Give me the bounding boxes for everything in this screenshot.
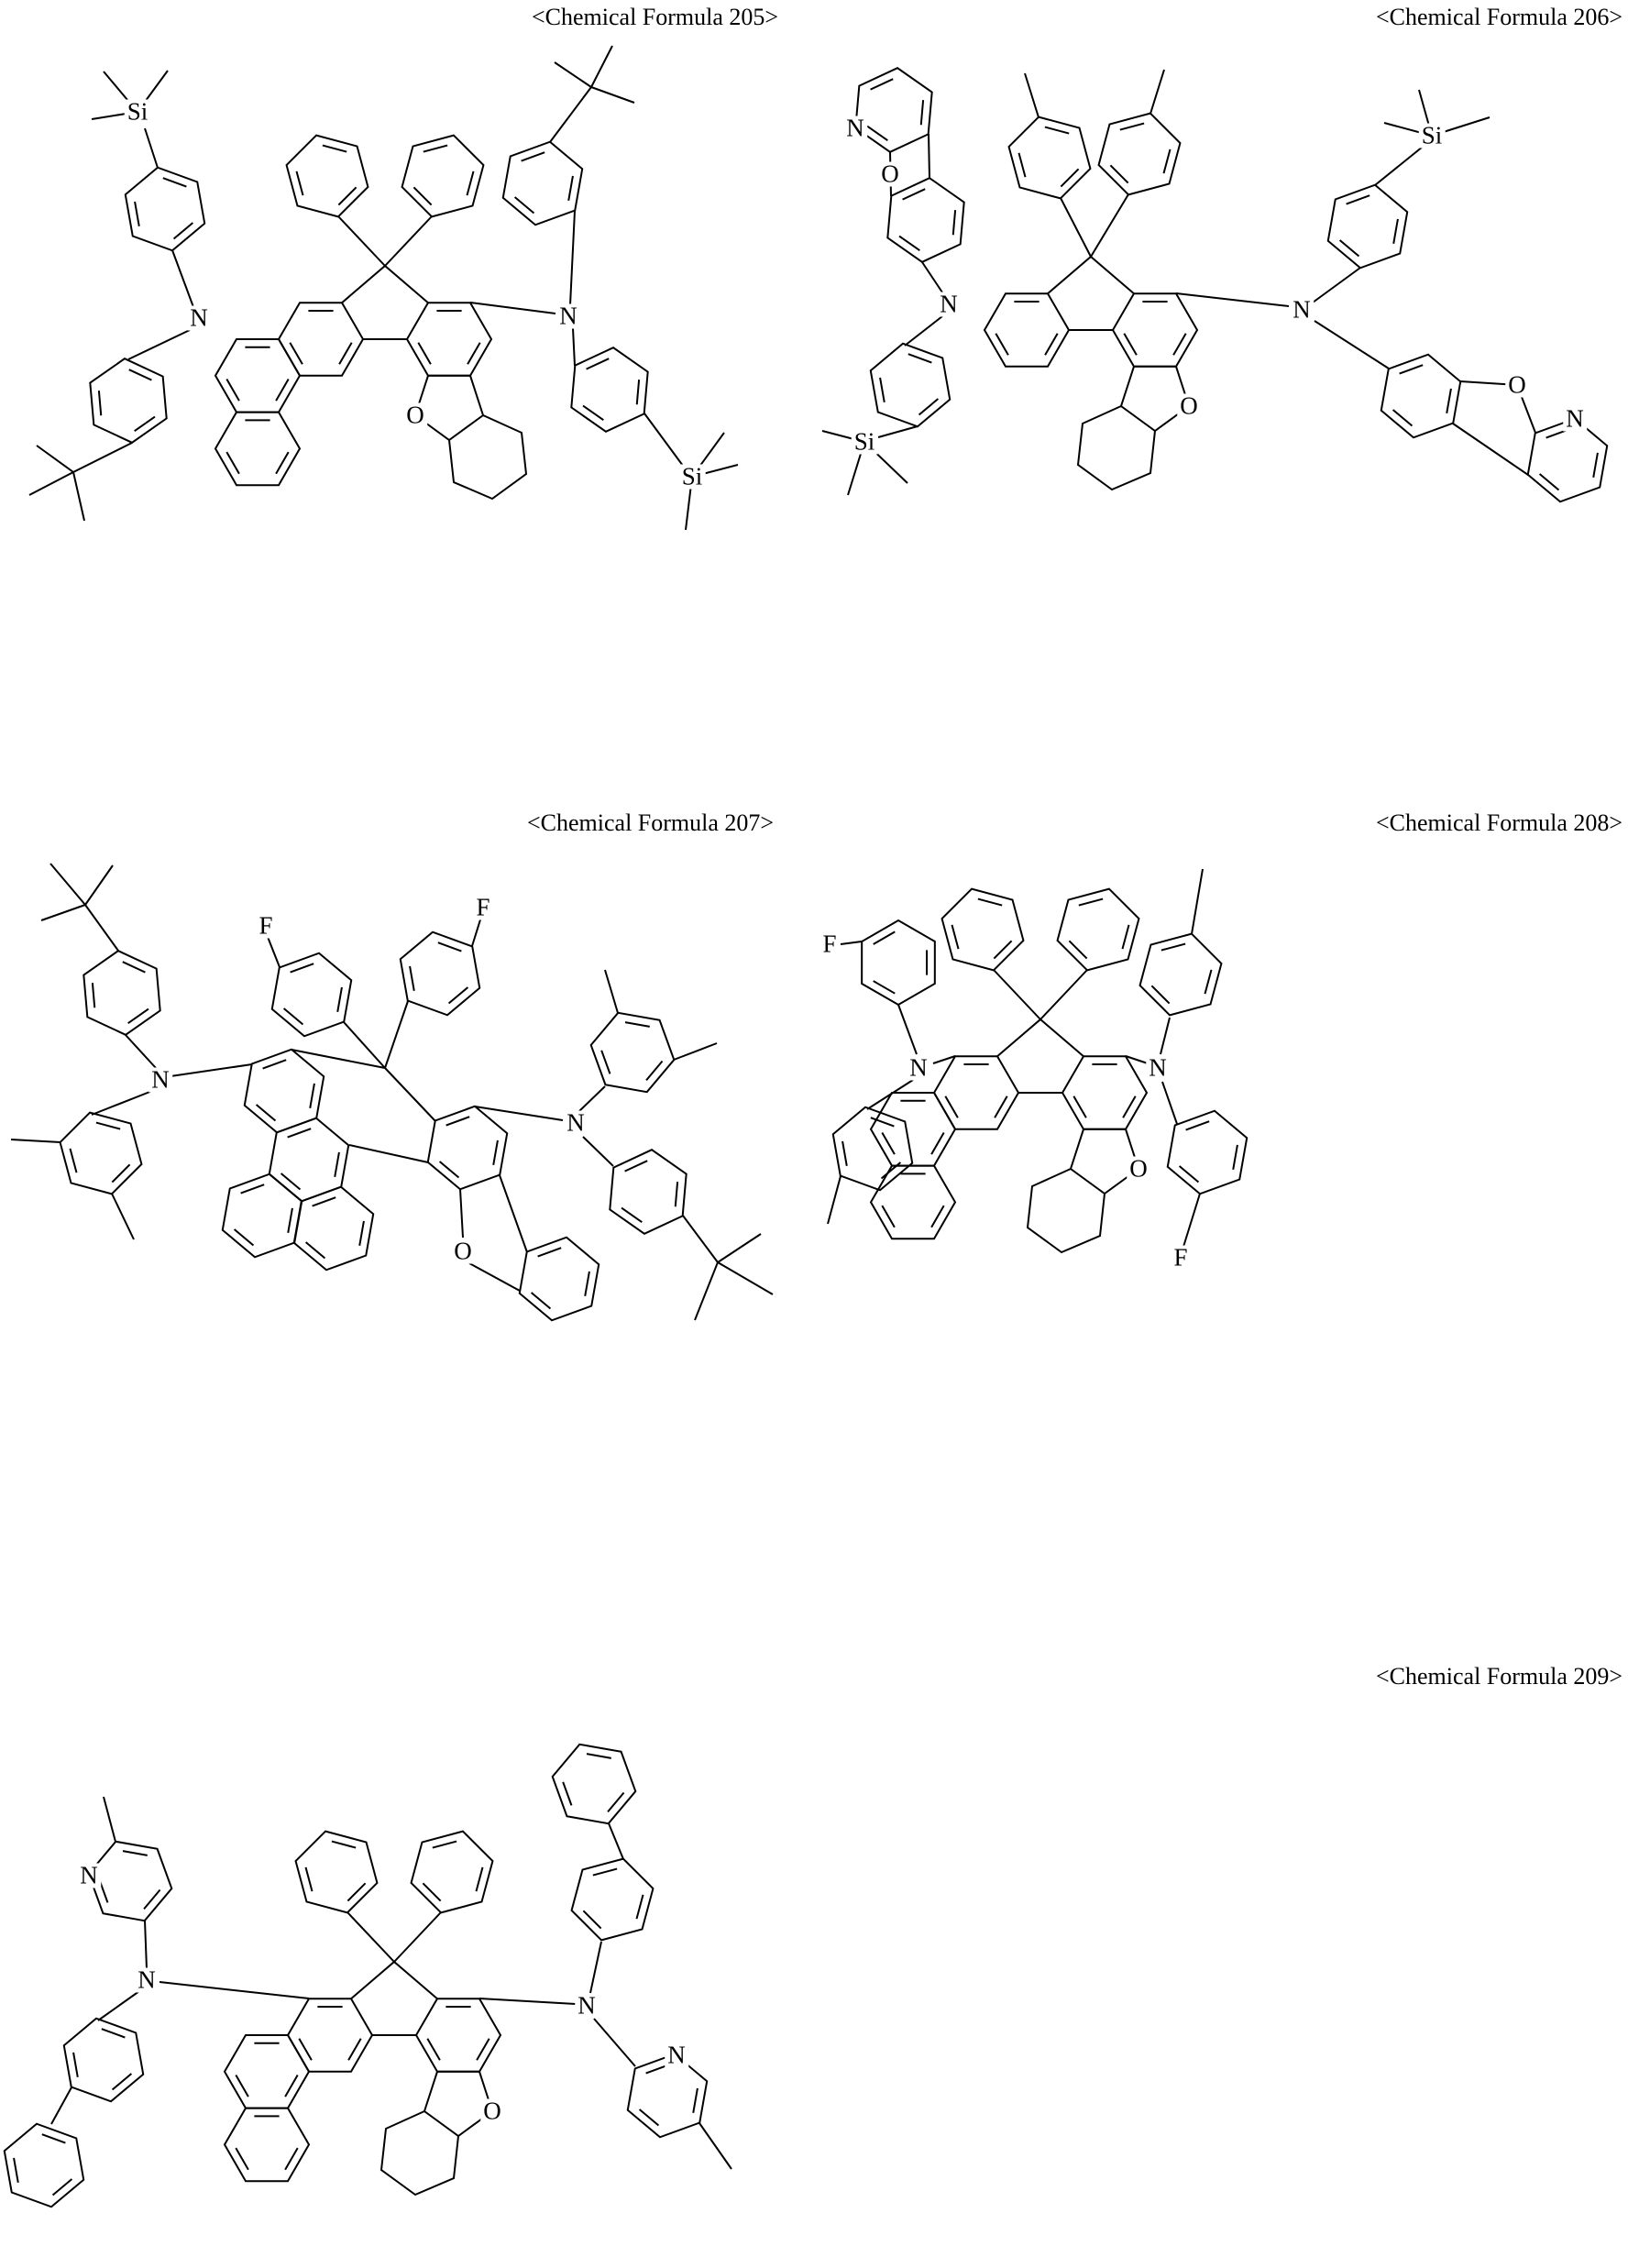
benzofuran-rings: [381, 2072, 492, 2195]
nitrogen-atom-label: N: [556, 304, 580, 329]
fluorine-atom-label: F: [256, 914, 275, 939]
formula-205-label: <Chemical Formula 205>: [532, 4, 779, 30]
silicon-atom-label: Si: [125, 100, 151, 125]
benzene-ring: [1315, 178, 1420, 275]
formula-207-label: <Chemical Formula 207>: [527, 809, 775, 836]
chemical-structure-206: [822, 59, 1620, 509]
nitrogen-atom-label: N: [564, 1111, 588, 1136]
benzene-ring: [1048, 884, 1148, 976]
fluorene-core: [288, 1962, 500, 2072]
bonds: [11, 864, 773, 1320]
benzofuran-rings: [415, 376, 526, 499]
benzene-ring: [259, 946, 364, 1043]
benzene-ring: [858, 336, 962, 434]
benzene-ring: [1155, 1104, 1260, 1201]
chemical-structure-209: [0, 1741, 732, 2214]
chemical-structure-208: [820, 869, 1260, 1252]
nitrogen-atom-label: N: [575, 1994, 599, 2019]
benzene-ring: [286, 1826, 386, 1919]
benzene-ring: [415, 1099, 520, 1196]
benzene-ring: [490, 135, 595, 232]
benzene-ring: [1089, 108, 1189, 201]
fluorine-atom-label: F: [473, 896, 492, 920]
benzene-ring: [1369, 347, 1473, 445]
benzene-ring: [0, 2117, 96, 2214]
benzene-ring: [594, 1140, 701, 1242]
formula-208-label: <Chemical Formula 208>: [1376, 809, 1623, 836]
benzene-ring: [556, 338, 663, 440]
fluorine-atom-label: F: [820, 932, 839, 957]
benzene-ring: [507, 1230, 611, 1327]
benzene-ring: [113, 160, 217, 258]
benzene-ring: [50, 1107, 150, 1200]
fluorine-atom-label: F: [1171, 1246, 1190, 1271]
nitrogen-atom-label: N: [1146, 1056, 1170, 1081]
benzofuran-rings: [1028, 1129, 1138, 1252]
benzene-ring: [546, 1741, 642, 1827]
nitrogen-atom-label: N: [77, 1864, 101, 1888]
silicon-atom-label: Si: [852, 430, 878, 455]
benzene-ring: [999, 112, 1099, 204]
benzene-ring: [232, 1042, 336, 1140]
benzene-ring: [843, 910, 952, 1016]
nitrogen-atom-label: N: [135, 1968, 159, 1993]
nitrogen-atom-label: N: [148, 1068, 172, 1093]
benzene-ring: [585, 1009, 680, 1095]
fluorene-core: [984, 257, 1197, 367]
nitrogen-atom-label: N: [187, 306, 211, 331]
oxygen-atom-label: O: [451, 1239, 475, 1264]
oxygen-atom-label: O: [1127, 1157, 1150, 1182]
chemical-structure-207: [11, 864, 773, 1327]
oxygen-atom-label: O: [878, 162, 902, 187]
oxygen-atom-label: O: [403, 403, 427, 428]
oxygen-atom-label: O: [1505, 373, 1529, 398]
benzene-ring: [562, 1854, 662, 1946]
oxygen-atom-label: O: [480, 2099, 504, 2124]
fluorene-core: [279, 266, 491, 376]
benzene-ring: [68, 941, 175, 1043]
nitrogen-atom-label: N: [907, 1056, 930, 1081]
benzene-ring: [392, 130, 492, 223]
formula-209-label: <Chemical Formula 209>: [1376, 1663, 1623, 1690]
oxygen-atom-label: O: [1177, 394, 1201, 419]
silicon-atom-label: Si: [1419, 124, 1446, 149]
formula-206-label: <Chemical Formula 206>: [1376, 4, 1623, 30]
benzene-ring: [281, 1180, 386, 1277]
benzene-ring: [257, 1111, 361, 1208]
benzene-ring: [402, 1826, 501, 1919]
nitrogen-atom-label: N: [1290, 298, 1314, 323]
naphtho-rings: [225, 2035, 309, 2181]
naphtho-rings: [215, 339, 300, 485]
benzene-ring: [388, 925, 492, 1022]
fluorene-core: [934, 1019, 1147, 1129]
benzene-ring: [932, 884, 1032, 976]
nitrogen-atom-label: N: [937, 292, 961, 317]
nitrogen-atom-label: N: [843, 116, 867, 141]
benzene-ring: [74, 349, 182, 451]
silicon-atom-label: Si: [679, 465, 706, 490]
benzene-ring: [1130, 929, 1230, 1021]
nitrogen-atom-label: N: [1563, 407, 1587, 432]
benzofuran-rings: [1078, 367, 1189, 490]
benzene-ring: [277, 130, 377, 223]
nitrogen-atom-label: N: [665, 2043, 688, 2068]
benzene-ring: [820, 1100, 925, 1197]
pyridine-ring: [840, 59, 947, 160]
